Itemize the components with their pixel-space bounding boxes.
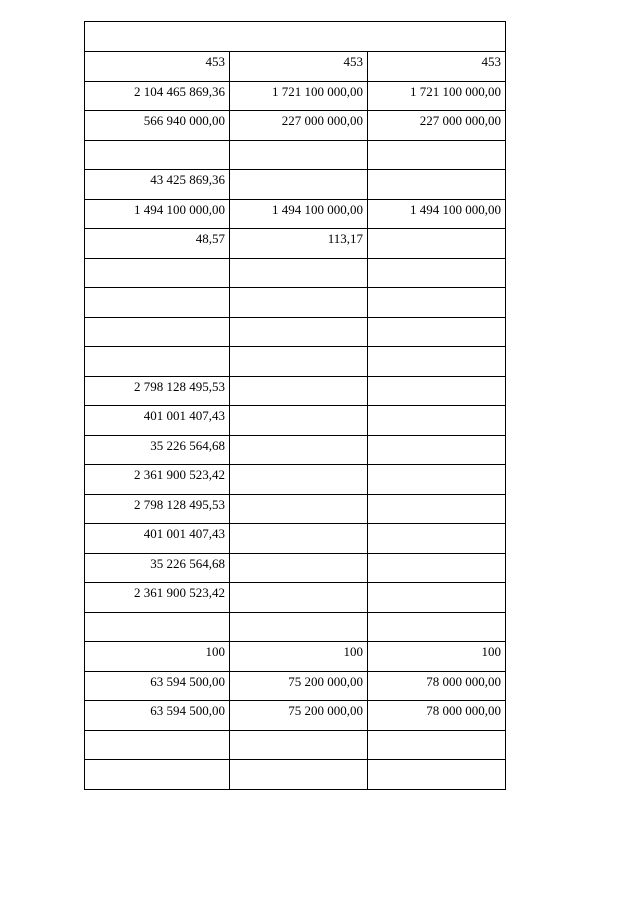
table-cell xyxy=(85,317,230,347)
table-cell xyxy=(230,465,368,495)
table-cell: 78 000 000,00 xyxy=(368,701,506,731)
table-cell xyxy=(85,760,230,790)
data-table xyxy=(84,21,506,790)
table-cell: 63 594 500,00 xyxy=(85,701,230,731)
table-cell xyxy=(368,730,506,760)
table-body xyxy=(85,22,506,790)
table-cell: 48,57 xyxy=(85,229,230,259)
table-cell xyxy=(368,288,506,318)
table-row xyxy=(85,81,506,111)
table-row xyxy=(85,199,506,229)
table-cell xyxy=(85,288,230,318)
table-cell: 2 798 128 495,53 xyxy=(85,494,230,524)
table-cell xyxy=(368,494,506,524)
table-cell xyxy=(230,317,368,347)
table-row xyxy=(85,140,506,170)
table-row xyxy=(85,583,506,613)
table-row xyxy=(85,701,506,731)
table-cell: 63 594 500,00 xyxy=(85,671,230,701)
table-cell: 2 361 900 523,42 xyxy=(85,465,230,495)
table-cell xyxy=(230,288,368,318)
table-cell xyxy=(230,406,368,436)
table-cell xyxy=(368,140,506,170)
table-row xyxy=(85,406,506,436)
table-row xyxy=(85,347,506,377)
table-cell xyxy=(230,553,368,583)
table-cell xyxy=(368,229,506,259)
table-cell xyxy=(230,524,368,554)
table-header-cell xyxy=(85,22,506,52)
table-cell: 2 798 128 495,53 xyxy=(85,376,230,406)
table-cell: 75 200 000,00 xyxy=(230,701,368,731)
table-row xyxy=(85,170,506,200)
table-cell: 453 xyxy=(230,52,368,82)
table-row xyxy=(85,553,506,583)
table-cell xyxy=(368,553,506,583)
table-cell xyxy=(230,583,368,613)
table-row xyxy=(85,642,506,672)
table-row xyxy=(85,288,506,318)
table-cell xyxy=(368,258,506,288)
table-cell xyxy=(230,760,368,790)
table-cell xyxy=(368,376,506,406)
table-cell: 1 721 100 000,00 xyxy=(230,81,368,111)
table-cell: 43 425 869,36 xyxy=(85,170,230,200)
table-cell xyxy=(85,140,230,170)
table-cell xyxy=(230,730,368,760)
table-row xyxy=(85,111,506,141)
table-cell xyxy=(230,140,368,170)
table-cell: 1 494 100 000,00 xyxy=(230,199,368,229)
table-cell xyxy=(85,612,230,642)
table-cell xyxy=(230,170,368,200)
table-cell: 35 226 564,68 xyxy=(85,435,230,465)
table-cell xyxy=(368,524,506,554)
table-cell: 35 226 564,68 xyxy=(85,553,230,583)
table-row xyxy=(85,612,506,642)
table-cell: 401 001 407,43 xyxy=(85,406,230,436)
table-row xyxy=(85,671,506,701)
table-cell xyxy=(368,760,506,790)
table-cell: 566 940 000,00 xyxy=(85,111,230,141)
table-cell: 2 104 465 869,36 xyxy=(85,81,230,111)
table-cell xyxy=(230,258,368,288)
table-cell xyxy=(368,406,506,436)
table-row xyxy=(85,435,506,465)
table-cell: 75 200 000,00 xyxy=(230,671,368,701)
table-row xyxy=(85,52,506,82)
table-cell: 1 494 100 000,00 xyxy=(85,199,230,229)
table-cell xyxy=(368,435,506,465)
table-cell xyxy=(230,347,368,377)
table-cell xyxy=(230,494,368,524)
table-cell xyxy=(368,583,506,613)
table-row xyxy=(85,258,506,288)
table-cell xyxy=(85,258,230,288)
table-cell: 2 361 900 523,42 xyxy=(85,583,230,613)
table-cell xyxy=(368,612,506,642)
table-cell xyxy=(368,347,506,377)
table-cell: 227 000 000,00 xyxy=(230,111,368,141)
table-row xyxy=(85,376,506,406)
table-cell xyxy=(85,347,230,377)
table-cell: 453 xyxy=(368,52,506,82)
table-cell: 78 000 000,00 xyxy=(368,671,506,701)
table-cell: 453 xyxy=(85,52,230,82)
table-cell: 227 000 000,00 xyxy=(368,111,506,141)
table-row xyxy=(85,730,506,760)
table-cell: 100 xyxy=(368,642,506,672)
table-cell: 100 xyxy=(85,642,230,672)
table-cell xyxy=(85,730,230,760)
table-header-row xyxy=(85,22,506,52)
table-cell xyxy=(230,435,368,465)
table-cell: 1 494 100 000,00 xyxy=(368,199,506,229)
table-cell: 1 721 100 000,00 xyxy=(368,81,506,111)
table-row xyxy=(85,229,506,259)
table-cell: 113,17 xyxy=(230,229,368,259)
table-row xyxy=(85,317,506,347)
table-cell xyxy=(230,376,368,406)
table-cell: 100 xyxy=(230,642,368,672)
table-cell: 401 001 407,43 xyxy=(85,524,230,554)
table-cell xyxy=(230,612,368,642)
table-cell xyxy=(368,465,506,495)
table-cell xyxy=(368,170,506,200)
table-row xyxy=(85,494,506,524)
table-row xyxy=(85,524,506,554)
table-row xyxy=(85,465,506,495)
table-row xyxy=(85,760,506,790)
table-cell xyxy=(368,317,506,347)
